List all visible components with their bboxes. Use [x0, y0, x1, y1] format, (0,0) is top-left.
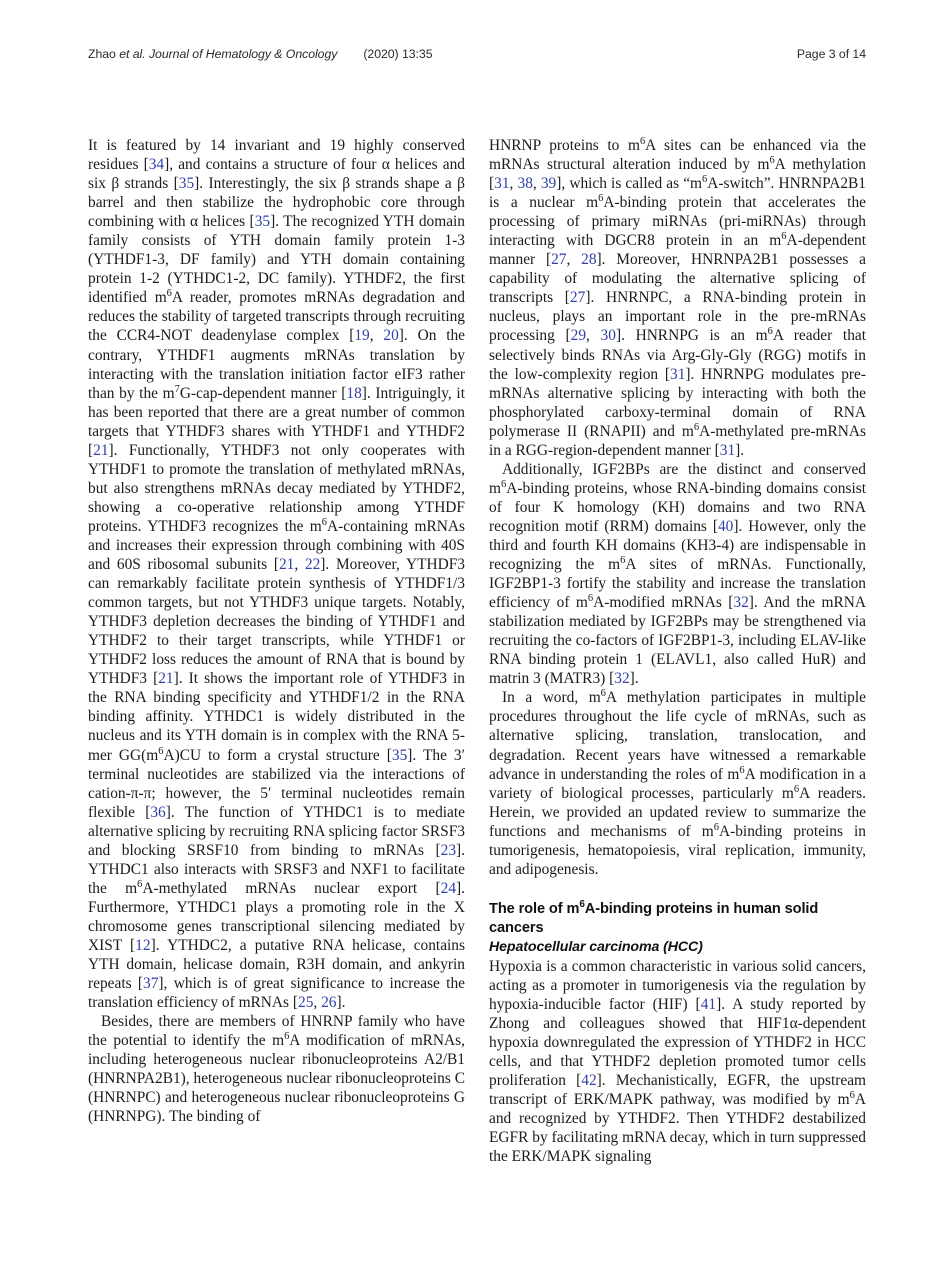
paragraph: It is featured by 14 invariant and 19 highly conserved residues [34], and contains a structure of four α helices and six β strands [35]. Interestingly, the six β strands shape a β barrel and then stabilize the hydrophobic core through combining with α helices [35]. The recognized YTH domain family consists of YTH domain family protein 1-3 (YTHDF1-3, DF family) and YTH domain containing protein 1-2 (YTHDC1-2, DC family). YTHDF2, the first identified $m^6A$ reader, promotes mRNAs degradation and reduces the stability of targeted transcripts through recruiting the CCR4-NOT deadenylase complex [19, 20]. On the contrary, YTHDF1 augments mRNAs translation by interacting with the translation initiation factor eIF3 rather than by the $m^7G-cap$-dependent manner [18]. Intriguingly, it has been reported that there are a great number of common targets that YTHDF3 shares with YTHDF1 and YTHDF2 [21]. Functionally, YTHDF3 not only cooperates with YTHDF1 to promote the translation of methylated mRNAs, but also strengthens mRNAs decay mediated by YTHDF2, showing a co-operative relationship among YTHDF proteins. YTHDF3 recognizes the $m^6A$-containing mRNAs and increases their expression through combining with 40S and 60S ribosomal subunits [21, 22]. Moreover, YTHDF3 can remarkably facilitate protein synthesis of YTHDF1/3 common targets, but not YTHDF3 unique targets. Notably, YTHDF3 depletion decreases the binding of YTHDF1 and YTHDF2 to their target transcripts, while YTHDF1 or YTHDF2 loss reduces the amount of RNA that is bound by YTHDF3 [21]. It shows the important role of YTHDF3 in the RNA binding specificity and YTHDF1/2 in the RNA binding affinity. YTHDC1 is widely distributed in the nucleus and its YTH domain is in complex with the RNA 5-mer $GG(m^6A)CU$ to form a crystal structure [35]. The 3′ terminal nucleotides are stabilized via the interactions of cation-π-π; however, the 5′ terminal nucleotides remain flexible [36]. The function of YTHDC1 is to mediate alternative splicing by recruiting RNA splicing factor SRSF3 and blocking SRSF10 from binding to mRNAs [23]. YTHDC1 also interacts with SRSF3 and NXF1 to facilitate the $m^6A$-methylated mRNAs nuclear export [24]. Furthermore, YTHDC1 plays a promoting role in the X chromosome genes transcriptional silencing mediated by XIST [12]. YTHDC2, a putative RNA helicase, contains YTH domain, helicase domain, R3H domain, and ankyrin repeats [37], which is of great significance to increase the translation efficiency of mRNAs [25, 26]. [88, 137, 466, 1012]
running-head-left [88, 47, 433, 61]
running-head-citation: (2020) 13:35 [363, 47, 433, 61]
running-head-journal-title: Journal of Hematology & Oncology [148, 47, 338, 61]
running-head-author: Zhao [88, 47, 120, 61]
section-heading: The role of $m^6A$-binding proteins in human solid cancers [489, 898, 819, 936]
running-head [88, 47, 866, 67]
page-number-label: Page 3 of 14 [796, 47, 866, 61]
heading-group [489, 900, 866, 956]
paragraph: HNRNP proteins to $m^6A$ sites can be enhanced via the mRNAs structural alteration induced by $m^6A$ methylation [31, 38, 39], which is called as “$m^6A$-switch”. HNRNPA2B1 is a nuclear $m^6A$-binding protein that accelerates the processing of primary miRNAs (pri-miRNAs) through interacting with DGCR8 protein in an $m^6A$-dependent manner [27, 28]. Moreover, HNRNPA2B1 possesses a capability of modulating the alternative splicing of transcripts [27]. HNRNPC, a RNA-binding protein in nucleus, plays an important role in the pre-mRNAs processing [29, 30]. HNRNPG is an $m^6A$ reader that selectively binds RNAs via Arg-Gly-Gly (RGG) motifs in the low-complexity region [31]. HNRNPG modulates pre-mRNAs alternative splicing by interacting with both the phosphorylated carboxy-terminal domain of RNA polymerase II (RNAPII) and $m^6A$-methylated pre-mRNAs in a RGG-region-dependent manner [31]. [489, 135, 867, 459]
heading-spacer [489, 879, 866, 900]
subsection-heading: Hepatocellular carcinoma (HCC) [489, 938, 703, 955]
left-column [88, 136, 465, 1211]
paragraph: In a word, $m^6A$ methylation participates in multiple procedures throughout the life cycle of mRNAs, such as alternative splicing, translation, translocation, and degradation. Recent years have witnessed a remarkable advance in understanding the roles of $m^6A$ modification in a variety of biological processes, particularly $m^6A$ readers. Herein, we provided an updated review to summarize the functions and mechanisms of $m^6A$-binding proteins in tumorigenesis, hematopoiesis, viral replication, immunity, and adipogenesis. [489, 688, 867, 878]
paragraph: Hypoxia is a common characteristic in various solid cancers, acting as a promoter in tumorigenesis via the regulation by hypoxia-inducible factor (HIF) [41]. A study reported by Zhong and colleagues showed that HIF1α-dependent hypoxia downregulated the expression of YTHDF2 in HCC cells, and that YTHDF2 depletion promoted tumor cells proliferation [42]. Mechanistically, EGFR, the upstream transcript of ERK/MAPK pathway, was modified by $m^6A$ and recognized by YTHDF2. Then YTHDF2 destabilized EGFR by facilitating mRNA decay, which in turn suppressed the ERK/MAPK signaling [489, 957, 866, 1166]
right-column [489, 136, 866, 1211]
paragraph: Besides, there are members of HNRNP family who have the potential to identify the $m^6A$ modification of mRNAs, including heterogeneous nuclear ribonucleoproteins A2/B1 (HNRNPA2B1), heterogeneous nuclear ribonucleoproteins C (HNRNPC) and heterogeneous nuclear ribonucleoproteins G (HNRNPG). The binding of [88, 1013, 465, 1126]
paragraph: Additionally, IGF2BPs are the distinct and conserved $m^6A$-binding proteins, whose RNA-binding domains consist of four K homology (KH) domains and two RNA recognition motif (RRM) domains [40]. However, only the third and fourth KH domains (KH3-4) are indispensable in recognizing the $m^6A$ sites of mRNAs. Functionally, IGF2BP1-3 fortify the stability and increase the translation efficiency of $m^6A$-modified mRNAs [32]. And the mRNA stabilization mediated by IGF2BPs may be strengthened via recruiting the co-factors of IGF2BP1-3, including ELAV-like RNA binding protein 1 (ELAVL1, also called HuR) and matrin 3 (MATR3) [32]. [489, 460, 866, 688]
running-head-etal: et al. [119, 47, 149, 61]
body-columns [88, 136, 866, 1211]
